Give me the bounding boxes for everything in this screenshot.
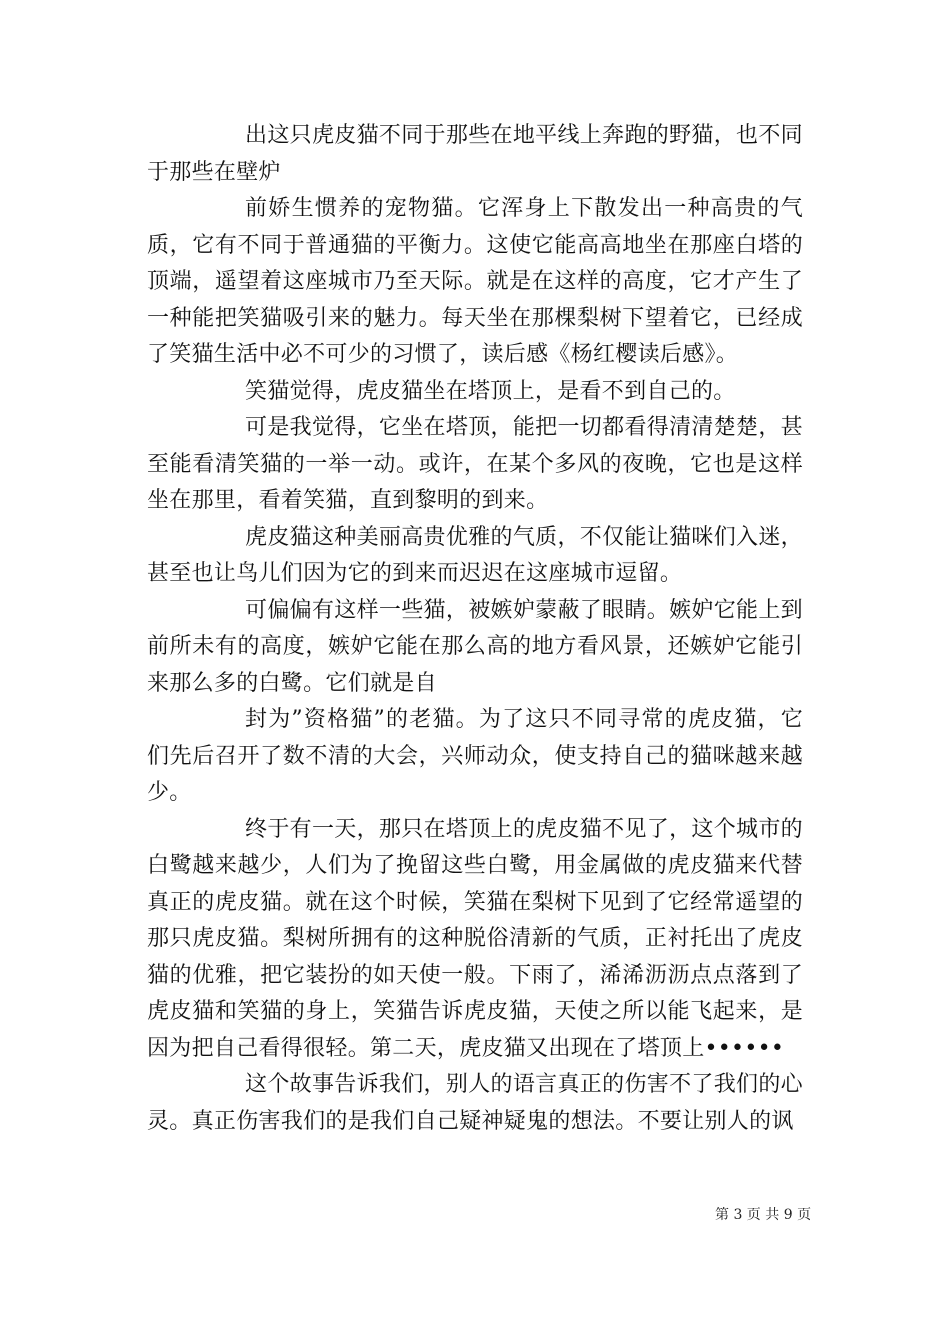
paragraph-6: 可偏偏有这样一些猫，被嫉妒蒙蔽了眼睛。嫉妒它能上到前所未有的高度，嫉妒它能在那么高的地方看风景，还嫉妒它能引来那么多的白鹭。它们就是自 bbox=[147, 597, 803, 696]
paragraph-2: 前娇生惯养的宠物猫。它浑身上下散发出一种高贵的气质，它有不同于普通猫的平衡力。这使它能高高地坐在那座白塔的顶端，遥望着这座城市乃至天际。就是在这样的高度，它才产生了一种能把笑猫吸引来的魅力。每天坐在那棵梨树下望着它，已经成了笑猫生活中必不可少的习惯了，读后感《杨红樱读后感》。 bbox=[147, 196, 803, 367]
paragraph-7: 封为”资格猫”的老猫。为了这只不同寻常的虎皮猫，它们先后召开了数不清的大会，兴师动众，使支持自己的猫咪越来越少。 bbox=[147, 707, 803, 805]
paragraph-8: 终于有一天，那只在塔顶上的虎皮猫不见了，这个城市的白鹭越来越少，人们为了挽留这些白鹭，用金属做的虎皮猫来代替真正的虎皮猫。就在这个时候，笑猫在梨树下见到了它经常遥望的那只虎皮猫。梨树所拥有的这种脱俗清新的气质，正衬托出了虎皮猫的优雅，把它装扮的如天使一般。下雨了，浠浠沥沥点点落到了虎皮猫和笑猫的身上，笑猫告诉虎皮猫，天使之所以能飞起来，是因为把自己看得很轻。第二天，虎皮猫又出现在了塔顶上•••••• bbox=[147, 816, 803, 1061]
page-number: 第 3 页 共 9 页 bbox=[715, 1207, 812, 1223]
paragraph-9: 这个故事告诉我们，别人的语言真正的伤害不了我们的心灵。真正伤害我们的是我们自己疑神疑鬼的想法。不要让别人的讽 bbox=[147, 1072, 803, 1134]
paragraph-1: 出这只虎皮猫不同于那些在地平线上奔跑的野猫，也不同于那些在壁炉 bbox=[147, 123, 803, 185]
paragraph-5: 虎皮猫这种美丽高贵优雅的气质，不仅能让猫咪们入迷，甚至也让鸟儿们因为它的到来而迟迟在这座城市逗留。 bbox=[147, 524, 803, 586]
paragraph-3: 笑猫觉得，虎皮猫坐在塔顶上，是看不到自己的。 bbox=[245, 378, 736, 404]
paragraph-4: 可是我觉得，它坐在塔顶，能把一切都看得清清楚楚，甚至能看清笑猫的一举一动。或许，在某个多风的夜晚，它也是这样坐在那里，看着笑猫，直到黎明的到来。 bbox=[147, 415, 803, 513]
body-text bbox=[147, 118, 803, 1140]
